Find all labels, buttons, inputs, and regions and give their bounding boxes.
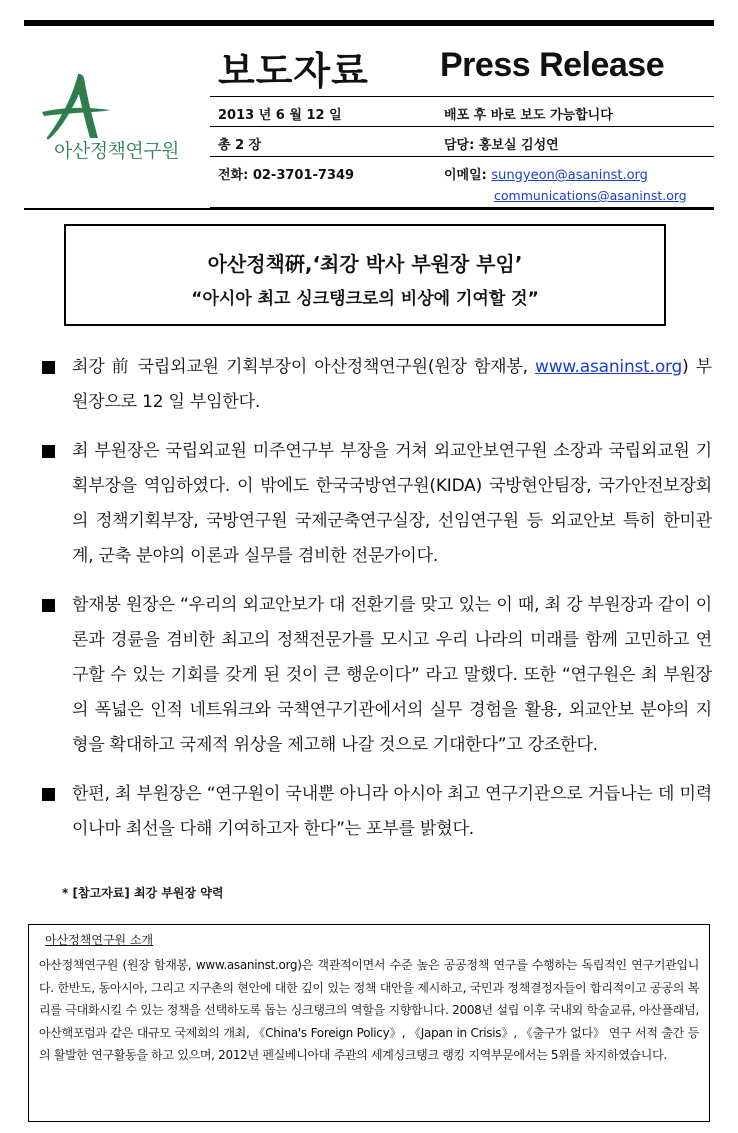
square-bullet-icon — [42, 599, 55, 612]
headline-subtitle: “아시아 최고 싱크탱크로의 비상에 기여할 것” — [191, 289, 539, 309]
phone-number: 전화: 02-3701-7349 — [218, 168, 355, 183]
bullet-text: 함재봉 원장은 “우리의 외교안보가 대 전환기를 맞고 있는 이 때, 최 강 부원장과 같이 이론과 경륜을 겸비한 최고의 정책전문가를 모시고 우리 나라의 미래를 함께 고민하고 연구할 수 있는 기회를 갖게 된 것이 큰 행운이다” 라고 말했다. 또한 “연구원은 최 부원장의 폭넓은 인적 네트워크와 국책연구기관에서의 실무 경험을 활용, 외교안보 분야의 지형을 확대하고 국제적 위상을 제고해 나갈 것으로 기대한다”고 강조한다. — [72, 595, 712, 755]
about-body: 아산정책연구원 (원장 함재봉, www.asaninst.org)은 객관적이면서 수준 높은 공공정책 연구를 수행하는 독립적인 연구기관입니다. 한반도, 동아시아, 그리고 지구촌의 현안에 대한 깊이 있는 정책 대안을 제시하고, 국민과 정책결정자들이 합리적이고 공공의 복리를 극대화시킬 수 있는 정책을 선택하도록 돕는 싱크탱크의 역할을 지향합니다. 2008년 설립 이후 국내외 학술교류, 아산플래넘, 아산핵포럼과 같은 대규모 국제회의 개최, 《China's Foreign Policy》, 《Japan in Crisis》, 《출구가 없다》 연구 서적 출간 등의 활발한 연구활동을 하고 있으며, 2012년 펜실베니아대 주관의 세계싱크탱크 랭킹 지역부문에서는 5위를 차지하였습니다. — [39, 958, 699, 1063]
email-line — [444, 164, 648, 183]
headline-title: 아산정책硏,‘최강 박사 부원장 부임’ — [207, 252, 523, 276]
bullet-item — [40, 350, 712, 420]
email-label: 이메일: — [444, 168, 492, 183]
bullet-list — [40, 350, 712, 861]
title-english: Press Release — [440, 46, 665, 84]
website-link[interactable]: www.asaninst.org — [535, 357, 683, 377]
contact-person: 담당: 홍보실 김성연 — [444, 138, 559, 153]
release-note: 배포 후 바로 보도 가능합니다 — [444, 108, 613, 123]
page-count: 총 2 장 — [218, 138, 262, 153]
square-bullet-icon — [42, 361, 55, 374]
reference-note: * [참고자료] 최강 부원장 약력 — [62, 886, 224, 900]
info-row-pages — [210, 126, 714, 156]
info-row-phone — [210, 156, 714, 208]
release-date: 2013 년 6 월 12 일 — [218, 108, 342, 123]
bullet-text: 한편, 최 부원장은 “연구원이 국내뿐 아니라 아시아 최고 연구기관으로 거듭나는 데 미력이나마 최선을 다해 기여하고자 한다”는 포부를 밝혔다. — [72, 784, 712, 839]
logo-text: 아산정책연구원 — [54, 140, 179, 162]
title-korean: 보도자료 — [218, 49, 369, 93]
top-rule — [24, 20, 714, 26]
bullet-item — [40, 777, 712, 847]
about-title: 아산정책연구원 소개 — [45, 933, 154, 947]
info-table — [210, 96, 714, 208]
bullet-text — [72, 350, 712, 420]
headline-box — [64, 224, 666, 326]
separator-rule — [24, 208, 714, 210]
square-bullet-icon — [42, 788, 55, 801]
about-box — [28, 924, 710, 1122]
email-link-2[interactable]: communications@asaninst.org — [494, 188, 687, 203]
bullet-item — [40, 588, 712, 763]
bullet-1-text-a: 최강 前 국립외교원 기획부장이 아산정책연구원(원장 함재봉, — [72, 357, 535, 377]
bullet-text: 최 부원장은 국립외교원 미주연구부 부장을 거쳐 외교안보연구원 소장과 국립외교원 기획부장을 역임하였다. 이 밖에도 한국국방연구원(KIDA) 국방현안팀장, 국가안전보장회의 정책기획부장, 국방연구원 국제군축연구실장, 선임연구원 등 외교안보 특히 한미관계, 군축 분야의 이론과 실무를 겸비한 전문가이다. — [72, 441, 712, 566]
info-row-date — [210, 96, 714, 126]
email-link-1[interactable]: sungyeon@asaninst.org — [491, 168, 648, 183]
bullet-1-text-b: ) 부원장으로 12 일 부임한다. — [72, 357, 712, 412]
bullet-item — [40, 434, 712, 574]
square-bullet-icon — [42, 445, 55, 458]
asan-logo — [24, 72, 194, 172]
